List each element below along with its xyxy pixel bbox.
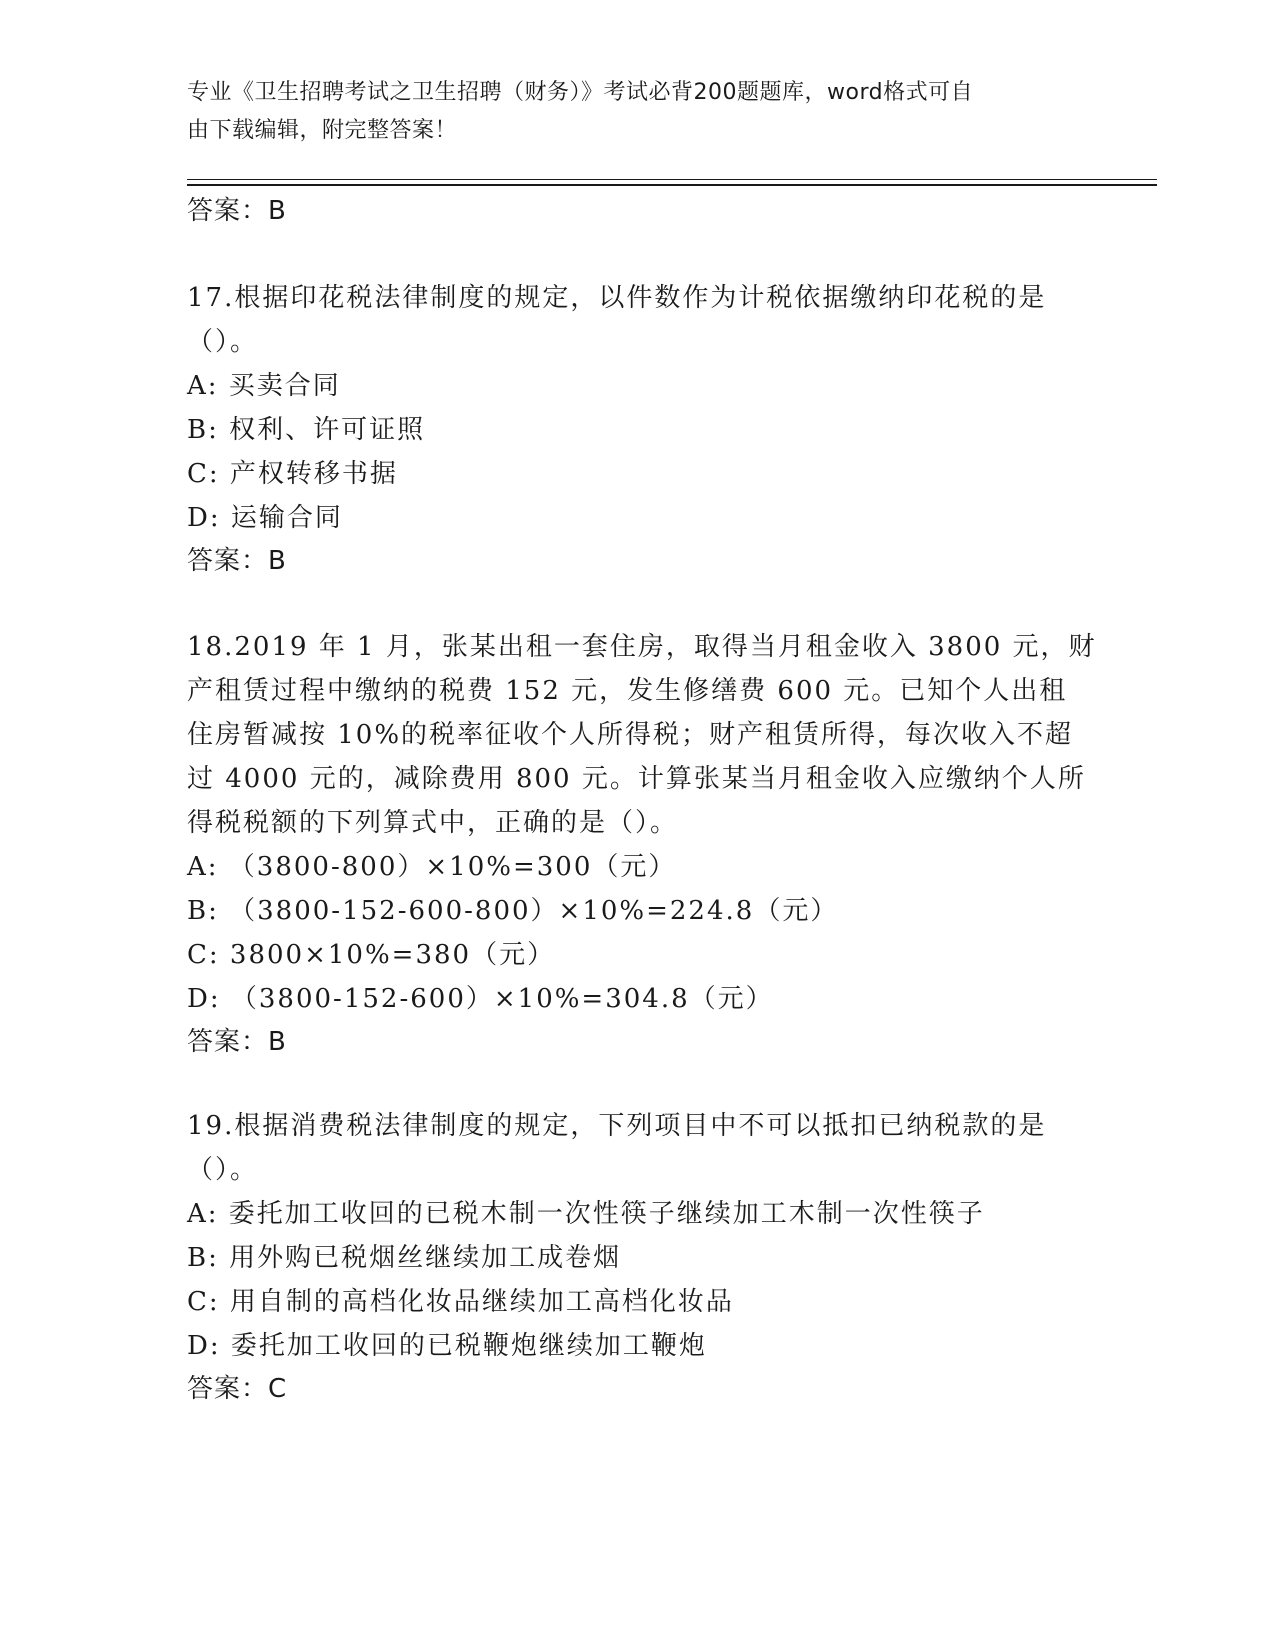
header-line-2: 由下载编辑，附完整答案！ <box>187 118 458 143</box>
q19-option-d: D: 委托加工收回的已税鞭炮继续加工鞭炮 <box>187 1331 707 1361</box>
q18-option-a: A: （3800-800）×10%=300（元） <box>187 852 677 882</box>
q18-option-d: D: （3800-152-600）×10%=304.8（元） <box>187 984 774 1014</box>
q17-stem-line-2: （）。 <box>187 327 259 357</box>
q19-option-a: A: 委托加工收回的已税木制一次性筷子继续加工木制一次性筷子 <box>187 1199 985 1229</box>
header-rule-thick <box>187 184 1157 186</box>
header-rule-thin <box>187 179 1157 180</box>
q18-stem-line-2: 产租赁过程中缴纳的税费 152 元，发生修缮费 600 元。已知个人出租 <box>187 676 1068 706</box>
q18-stem-line-1: 18.2019 年 1 月，张某出租一套住房，取得当月租金收入 3800 元，财 <box>187 632 1097 662</box>
q19-stem-line-1: 19.根据消费税法律制度的规定，下列项目中不可以抵扣已纳税款的是 <box>187 1111 1047 1141</box>
q19-answer: 答案：C <box>187 1374 288 1404</box>
q17-option-d: D: 运输合同 <box>187 503 343 533</box>
previous-answer: 答案：B <box>187 196 287 226</box>
q17-answer: 答案：B <box>187 546 287 576</box>
q18-answer: 答案：B <box>187 1027 287 1057</box>
q19-option-b: B: 用外购已税烟丝继续加工成卷烟 <box>187 1243 622 1273</box>
q18-stem-line-3: 住房暂减按 10%的税率征收个人所得税；财产租赁所得，每次收入不超 <box>187 720 1074 750</box>
header-line-1: 专业《卫生招聘考试之卫生招聘（财务）》考试必背200题题库，word格式可自 <box>187 80 974 105</box>
q19-option-c: C: 用自制的高档化妆品继续加工高档化妆品 <box>187 1287 734 1317</box>
document-header <box>187 74 1067 150</box>
q19-stem-line-2: （）。 <box>187 1155 259 1185</box>
q18-stem-line-5: 得税税额的下列算式中，正确的是（）。 <box>187 808 679 838</box>
q17-option-b: B: 权利、许可证照 <box>187 415 426 445</box>
q17-option-c: C: 产权转移书据 <box>187 459 398 489</box>
q18-stem-line-4: 过 4000 元的，减除费用 800 元。计算张某当月租金收入应缴纳个人所 <box>187 764 1086 794</box>
q17-option-a: A: 买卖合同 <box>187 371 341 401</box>
q18-option-c: C: 3800×10%=380（元） <box>187 940 556 970</box>
q17-stem-line-1: 17.根据印花税法律制度的规定，以件数作为计税依据缴纳印花税的是 <box>187 283 1047 313</box>
q18-option-b: B: （3800-152-600-800）×10%=224.8（元） <box>187 896 839 926</box>
